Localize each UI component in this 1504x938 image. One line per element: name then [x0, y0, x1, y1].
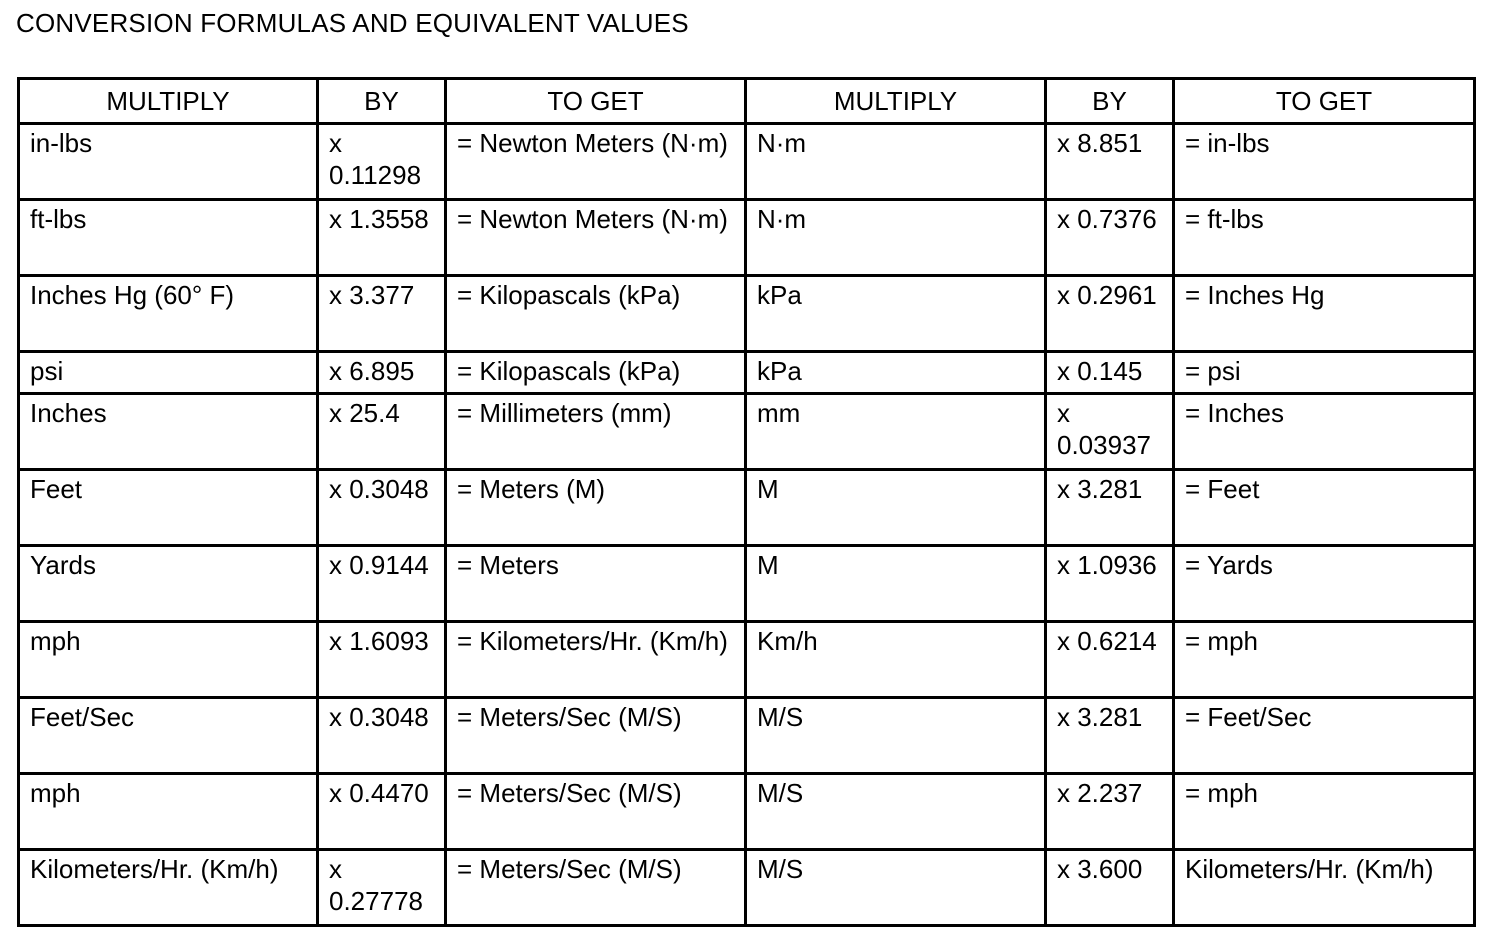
reverse-multiply-cell: M/S — [746, 850, 1046, 926]
result-unit-cell: = Meters/Sec (M/S) — [446, 850, 746, 926]
reverse-factor-cell: x 0.7376 — [1046, 200, 1174, 276]
reverse-factor-cell: x 0.2961 — [1046, 276, 1174, 352]
reverse-result-unit-cell: = Inches — [1174, 394, 1475, 470]
factor-cell: x 0.3048 — [318, 470, 446, 546]
reverse-factor-cell: x 8.851 — [1046, 124, 1174, 200]
result-unit-cell: = Newton Meters (N·m) — [446, 124, 746, 200]
result-unit-cell: = Kilometers/Hr. (Km/h) — [446, 622, 746, 698]
reverse-factor-cell: x 3.600 — [1046, 850, 1174, 926]
reverse-factor-cell: x 3.281 — [1046, 470, 1174, 546]
factor-cell: x 0.4470 — [318, 774, 446, 850]
result-unit-cell: = Meters — [446, 546, 746, 622]
multiply-cell: mph — [19, 774, 318, 850]
factor-cell: x 0.9144 — [318, 546, 446, 622]
reverse-result-unit-cell: Kilometers/Hr. (Km/h) — [1174, 850, 1475, 926]
multiply-cell: Kilometers/Hr. (Km/h) — [19, 850, 318, 926]
factor-cell: x 25.4 — [318, 394, 446, 470]
factor-cell: x 3.377 — [318, 276, 446, 352]
reverse-factor-cell: x 0.145 — [1046, 352, 1174, 394]
reverse-result-unit-cell: = mph — [1174, 622, 1475, 698]
table-row — [19, 850, 1475, 926]
multiply-cell: Feet — [19, 470, 318, 546]
table-row — [19, 698, 1475, 774]
reverse-multiply-cell: kPa — [746, 276, 1046, 352]
header-to-get-reverse: TO GET — [1174, 79, 1475, 124]
factor-cell: x 1.6093 — [318, 622, 446, 698]
reverse-multiply-cell: M/S — [746, 698, 1046, 774]
reverse-multiply-cell: M/S — [746, 774, 1046, 850]
reverse-factor-cell: x 1.0936 — [1046, 546, 1174, 622]
reverse-result-unit-cell: = in-lbs — [1174, 124, 1475, 200]
reverse-result-unit-cell: = Inches Hg — [1174, 276, 1475, 352]
result-unit-cell: = Millimeters (mm) — [446, 394, 746, 470]
multiply-cell: Inches — [19, 394, 318, 470]
table-row — [19, 352, 1475, 394]
table-row — [19, 276, 1475, 352]
result-unit-cell: = Meters/Sec (M/S) — [446, 774, 746, 850]
factor-cell: x 0.3048 — [318, 698, 446, 774]
reverse-multiply-cell: N·m — [746, 124, 1046, 200]
reverse-factor-cell: x 0.6214 — [1046, 622, 1174, 698]
reverse-factor-cell: x 2.237 — [1046, 774, 1174, 850]
result-unit-cell: = Kilopascals (kPa) — [446, 276, 746, 352]
factor-cell: x 1.3558 — [318, 200, 446, 276]
multiply-cell: ft-lbs — [19, 200, 318, 276]
header-row — [19, 79, 1475, 124]
factor-cell: x 0.11298 — [318, 124, 446, 200]
page-title: CONVERSION FORMULAS AND EQUIVALENT VALUES — [16, 8, 689, 38]
result-unit-cell: = Meters/Sec (M/S) — [446, 698, 746, 774]
multiply-cell: mph — [19, 622, 318, 698]
table-row — [19, 470, 1475, 546]
header-by-reverse: BY — [1046, 79, 1174, 124]
reverse-result-unit-cell: = ft-lbs — [1174, 200, 1475, 276]
reverse-result-unit-cell: = psi — [1174, 352, 1475, 394]
header-by: BY — [318, 79, 446, 124]
header-multiply-reverse: MULTIPLY — [746, 79, 1046, 124]
reverse-multiply-cell: mm — [746, 394, 1046, 470]
header-multiply: MULTIPLY — [19, 79, 318, 124]
factor-cell: x 6.895 — [318, 352, 446, 394]
multiply-cell: Feet/Sec — [19, 698, 318, 774]
reverse-multiply-cell: kPa — [746, 352, 1046, 394]
factor-cell: x 0.27778 — [318, 850, 446, 926]
reverse-result-unit-cell: = Feet/Sec — [1174, 698, 1475, 774]
reverse-result-unit-cell: = mph — [1174, 774, 1475, 850]
reverse-factor-cell: x 0.03937 — [1046, 394, 1174, 470]
result-unit-cell: = Kilopascals (kPa) — [446, 352, 746, 394]
multiply-cell: Yards — [19, 546, 318, 622]
reverse-factor-cell: x 3.281 — [1046, 698, 1174, 774]
multiply-cell: in-lbs — [19, 124, 318, 200]
table-row — [19, 200, 1475, 276]
table-row — [19, 622, 1475, 698]
reverse-result-unit-cell: = Yards — [1174, 546, 1475, 622]
multiply-cell: Inches Hg (60° F) — [19, 276, 318, 352]
multiply-cell: psi — [19, 352, 318, 394]
table-row — [19, 546, 1475, 622]
table-row — [19, 124, 1475, 200]
result-unit-cell: = Meters (M) — [446, 470, 746, 546]
header-to-get: TO GET — [446, 79, 746, 124]
reverse-multiply-cell: Km/h — [746, 622, 1046, 698]
reverse-result-unit-cell: = Feet — [1174, 470, 1475, 546]
reverse-multiply-cell: N·m — [746, 200, 1046, 276]
reverse-multiply-cell: M — [746, 470, 1046, 546]
conversion-table — [17, 77, 1476, 927]
result-unit-cell: = Newton Meters (N·m) — [446, 200, 746, 276]
reverse-multiply-cell: M — [746, 546, 1046, 622]
table-row — [19, 774, 1475, 850]
table-row — [19, 394, 1475, 470]
